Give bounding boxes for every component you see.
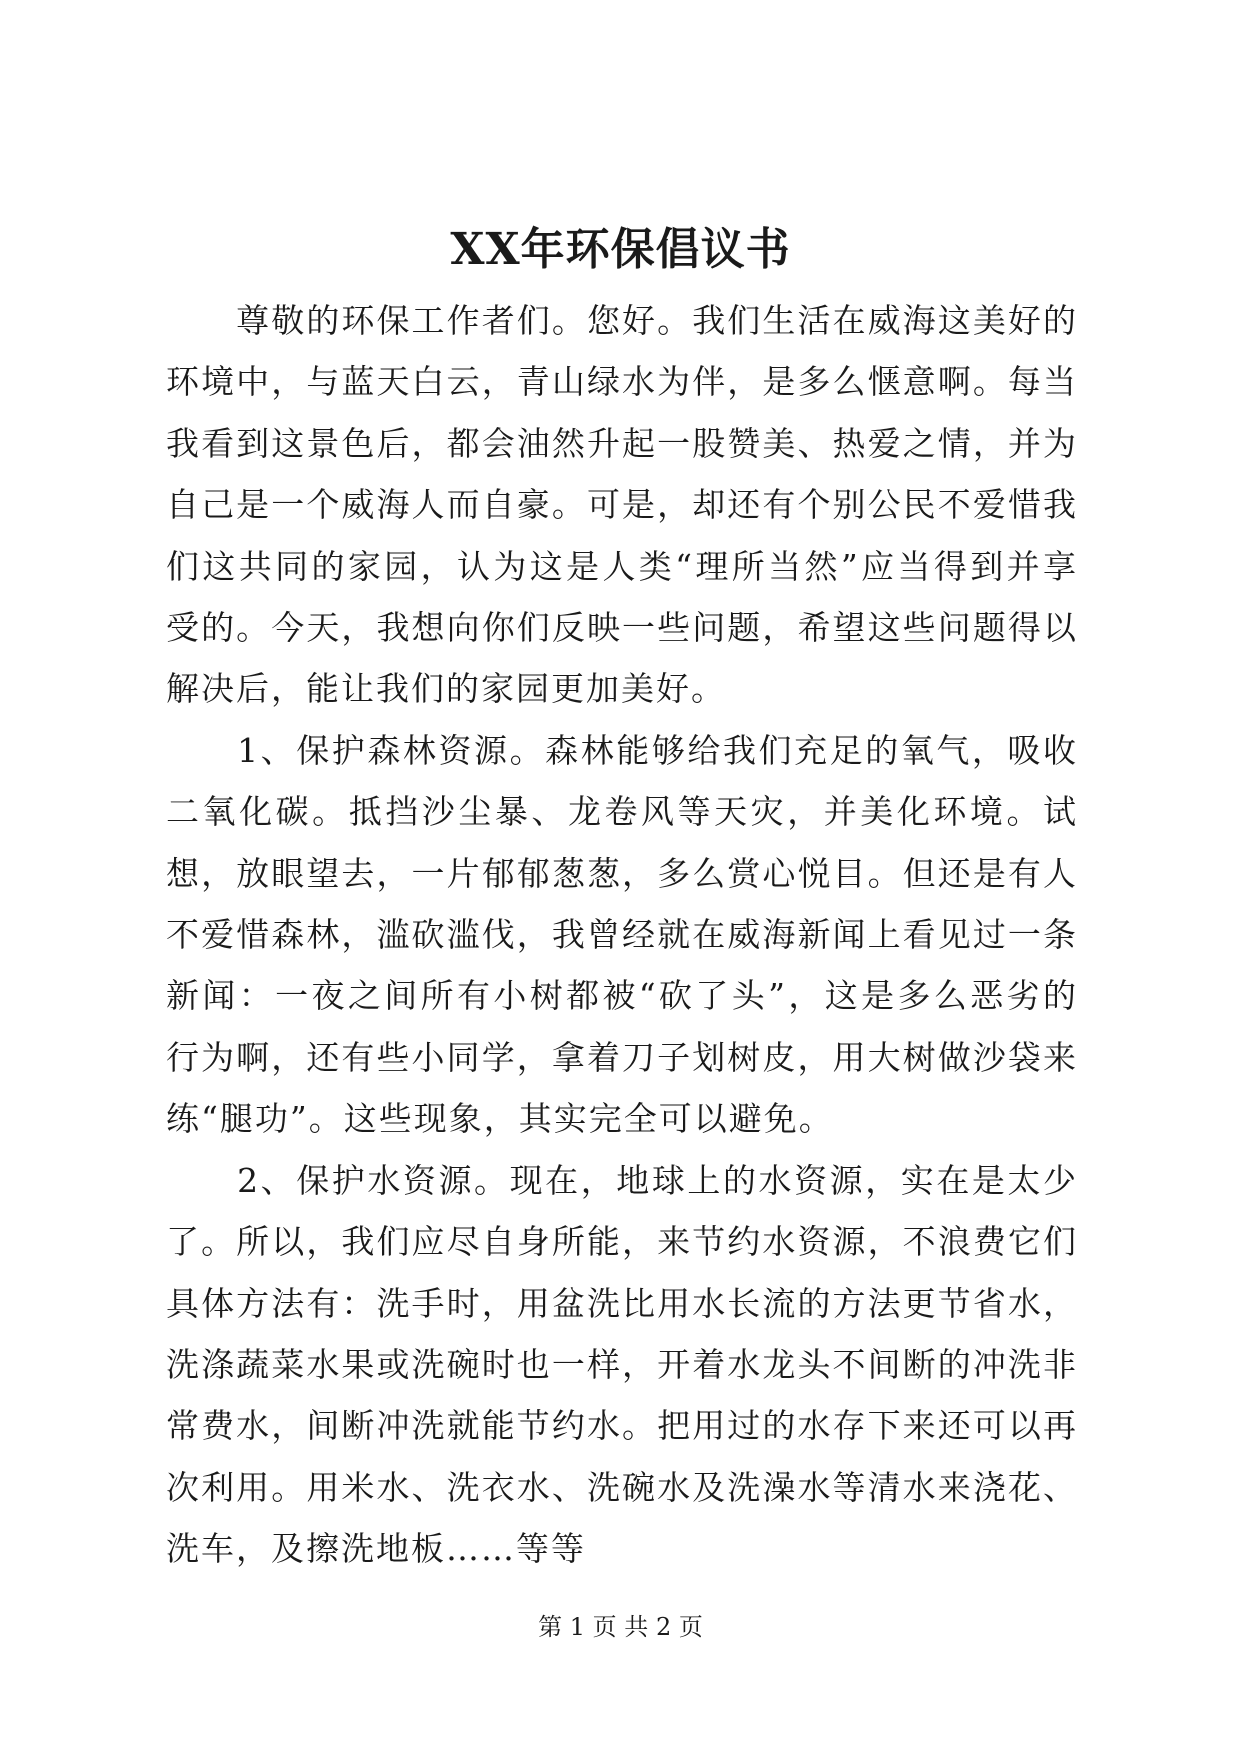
paragraph-intro: 尊敬的环保工作者们。您好。我们生活在威海这美好的环境中，与蓝天白云，青山绿水为伴，是多么惬意啊。每当我看到这景色后，都会油然升起一股赞美、热爱之情，并为自己是一个威海人而自豪。可是，却还有个别公民不爱惜我们这共同的家园，认为这是人类“理所当然”应当得到并享受的。今天，我想向你们反映一些问题，希望这些问题得以解决后，能让我们的家园更加美好。 bbox=[166, 301, 1078, 709]
page-footer: 第 1 页 共 2 页 bbox=[538, 1613, 703, 1641]
document-title: XX年环保倡议书 bbox=[450, 224, 791, 275]
paragraph-forest: 1、保护森林资源。森林能够给我们充足的氧气，吸收二氧化碳。抵挡沙尘暴、龙卷风等天灾，并美化环境。试想，放眼望去，一片郁郁葱葱，多么赏心悦目。但还是有人不爱惜森林，滥砍滥伐，我曾经就在威海新闻上看见过一条新闻：一夜之间所有小树都被“砍了头”，这是多么恶劣的行为啊，还有些小同学，拿着刀子划树皮，用大树做沙袋来练“腿功”。这些现象，其实完全可以避免。 bbox=[166, 730, 1078, 1139]
document-body bbox=[166, 290, 1078, 1580]
paragraph-water: 2、保护水资源。现在，地球上的水资源，实在是太少了。所以，我们应尽自身所能，来节约水资源，不浪费它们具体方法有：洗手时，用盆洗比用水长流的方法更节省水，洗涤蔬菜水果或洗碗时也一样，开着水龙头不间断的冲洗非常费水，间断冲洗就能节约水。把用过的水存下来还可以再次利用。用米水、洗衣水、洗碗水及洗澡水等清水来浇花、洗车，及擦洗地板……等等 bbox=[166, 1160, 1078, 1569]
